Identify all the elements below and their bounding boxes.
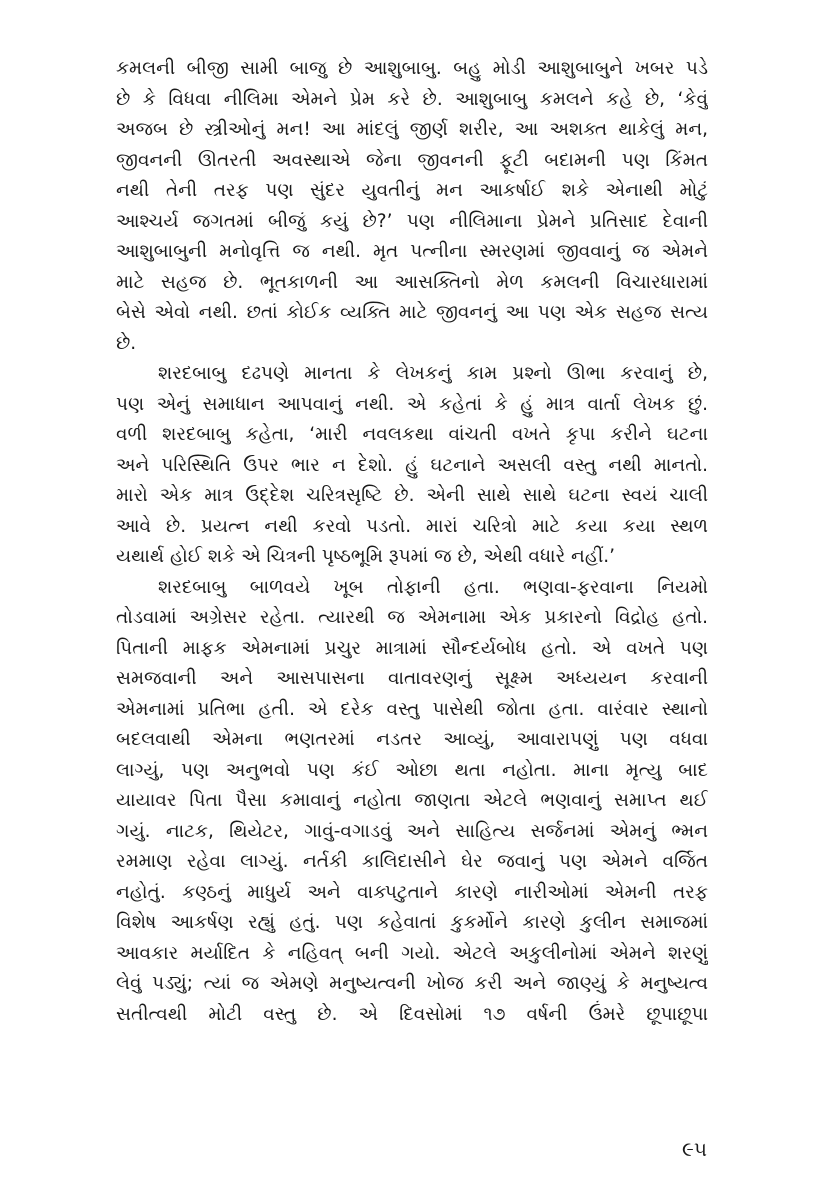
text-line: સમજવાની અને આસપાસના વાતાવરણનું સૂક્ષ્મ અધ્યયન કરવાની bbox=[116, 668, 708, 689]
text-line: લાગ્યું, પણ અનુભવો પણ કંઈ ઓછા થતા નહોતા. માના મૃત્યુ બાદ bbox=[116, 759, 708, 781]
text-line: આશુબાબુની મનોવૃત્તિ જ નથી. મૃત પત્નીના સ્મરણમાં જીવવાનું જ એમને bbox=[116, 241, 708, 262]
text-line: આવકાર મર્યાદિત કે નહિવત્ બની ગયો. એટલે અકુલીનોમાં એમને શરણું bbox=[116, 942, 708, 964]
text-line: નથી તેની તરફ પણ સુંદર યુવતીનું મન આકર્ષાઈ શકે એનાથી મોટું bbox=[116, 180, 708, 201]
paragraph-2 bbox=[116, 359, 708, 573]
text-line: આશ્ચર્ય જગતમાં બીજું કયું છે?’ પણ નીલિમાના પ્રેમને પ્રતિસાદ દેવાની bbox=[116, 210, 708, 232]
text-line: છે કે વિધવા નીલિમા એમને પ્રેમ કરે છે. આશુબાબુ કમલને કહે છે, ‘કેવું bbox=[116, 88, 708, 110]
text-line: મારો એક માત્ર ઉદ્દેશ ચરિત્રસૃષ્ટિ છે. એની સાથે સાથે ઘટના સ્વયં ચાલી bbox=[116, 485, 708, 506]
text-line: છે. bbox=[116, 332, 137, 354]
text-line: બેસે એવો નથી. છતાં કોઈક વ્યક્તિ માટે જીવનનું આ પણ એક સહજ સત્ય bbox=[116, 302, 708, 323]
text-line: પિતાની માફક એમનામાં પ્રચુર માત્રામાં સૌન્દર્યબોધ હતો. એ વખતે પણ bbox=[116, 637, 708, 659]
text-line: એમનામાં પ્રતિભા હતી. એ દરેક વસ્તુ પાસેથી જોતા હતા. વારંવાર સ્થાનો bbox=[116, 698, 708, 720]
paragraph-3 bbox=[116, 573, 708, 1031]
text-line: માટે સહજ છે. ભૂતકાળની આ આસક્તિનો મેળ કમલની વિચારધારામાં bbox=[116, 271, 708, 293]
book-page-body bbox=[116, 54, 708, 1144]
text-line: યાયાવર પિતા પૈસા કમાવાનું નહોતા જાણતા એટલે ભણવાનું સમાપ્ત થઈ bbox=[116, 790, 708, 811]
text-line: પણ એનું સમાધાન આપવાનું નથી. એ કહેતાં કે હું માત્ર વાર્તા લેખક છું. bbox=[116, 393, 708, 415]
text-line: શરદબાબુ બાળવયે ખૂબ તોફાની હતા. ભણવા-ફરવાના નિયમો bbox=[158, 576, 708, 598]
text-line: અજબ છે સ્ત્રીઓનું મન! આ માંદલું જીર્ણ શરીર, આ અશક્ત થાકેલું મન, bbox=[116, 119, 708, 140]
text-line: લેવું પડ્યું; ત્યાં જ એમણે મનુષ્યત્વની ખોજ કરી અને જાણ્યું કે મનુષ્યત્વ bbox=[116, 973, 708, 994]
text-line: તોડવામાં અગ્રેસર રહેતા. ત્યારથી જ એમનામા એક પ્રકારનો વિદ્રોહ હતો. bbox=[116, 607, 708, 628]
text-line: જીવનની ઊતરતી અવસ્થાએ જેના જીવનની ફૂટી બદામની પણ કિંમત bbox=[116, 149, 708, 171]
text-line: વિશેષ આકર્ષણ રહ્યું હતું. પણ કહેવાતાં કુકર્મોને કારણે કુલીન સમાજમાં bbox=[116, 912, 708, 933]
text-line: અને પરિસ્થિતિ ઉપર ભાર ન દેશો. હું ઘટનાને અસલી વસ્તુ નથી માનતો. bbox=[116, 454, 708, 476]
paragraph-1 bbox=[116, 54, 708, 359]
text-line: યથાર્થ હોઈ શકે એ ચિત્રની પૃષ્ઠભૂમિ રૂપમાં જ છે, એથી વધારે નહીં.’ bbox=[116, 546, 616, 567]
text-line: નહોતું. કણ્ઠનું માધુર્ય અને વાક્પટુતાને કારણે નારીઓમાં એમની તરફ bbox=[116, 881, 708, 903]
text-line: સતીત્વથી મોટી વસ્તુ છે. એ દિવસોમાં ૧૭ વર્ષની ઉંમરે છૂપાછૂપા bbox=[116, 1003, 708, 1025]
text-line: કમલની બીજી સામી બાજુ છે આશુબાબુ. બહુ મોડી આશુબાબુને ખબર પડે bbox=[116, 58, 708, 79]
page-number: ૯૫ bbox=[682, 1137, 707, 1161]
text-line: ગયું. નાટક, થિયેટર, ગાવું-વગાડવું અને સાહિત્ય સર્જનમાં એમનું ભ્મન bbox=[116, 820, 708, 842]
text-line: વળી શરદબાબુ કહેતા, ‘મારી નવલકથા વાંચતી વખતે કૃપા કરીને ઘટના bbox=[116, 424, 708, 445]
text-line: રમમાણ રહેવા લાગ્યું. નર્તકી કાલિદાસીને ઘેર જવાનું પણ એમને વર્જિત bbox=[116, 851, 708, 872]
text-line: આવે છે. પ્રયત્ન નથી કરવો પડતો. મારાં ચરિત્રો માટે કયા કયા સ્થળ bbox=[116, 515, 708, 537]
text-line: બદલવાથી એમના ભણતરમાં નડતર આવ્યું, આવારાપણું પણ વધવા bbox=[116, 729, 708, 750]
text-line: શરદબાબુ દઢપણે માનતા કે લેખકનું કામ પ્રશ્નો ઊભા કરવાનું છે, bbox=[158, 363, 708, 384]
